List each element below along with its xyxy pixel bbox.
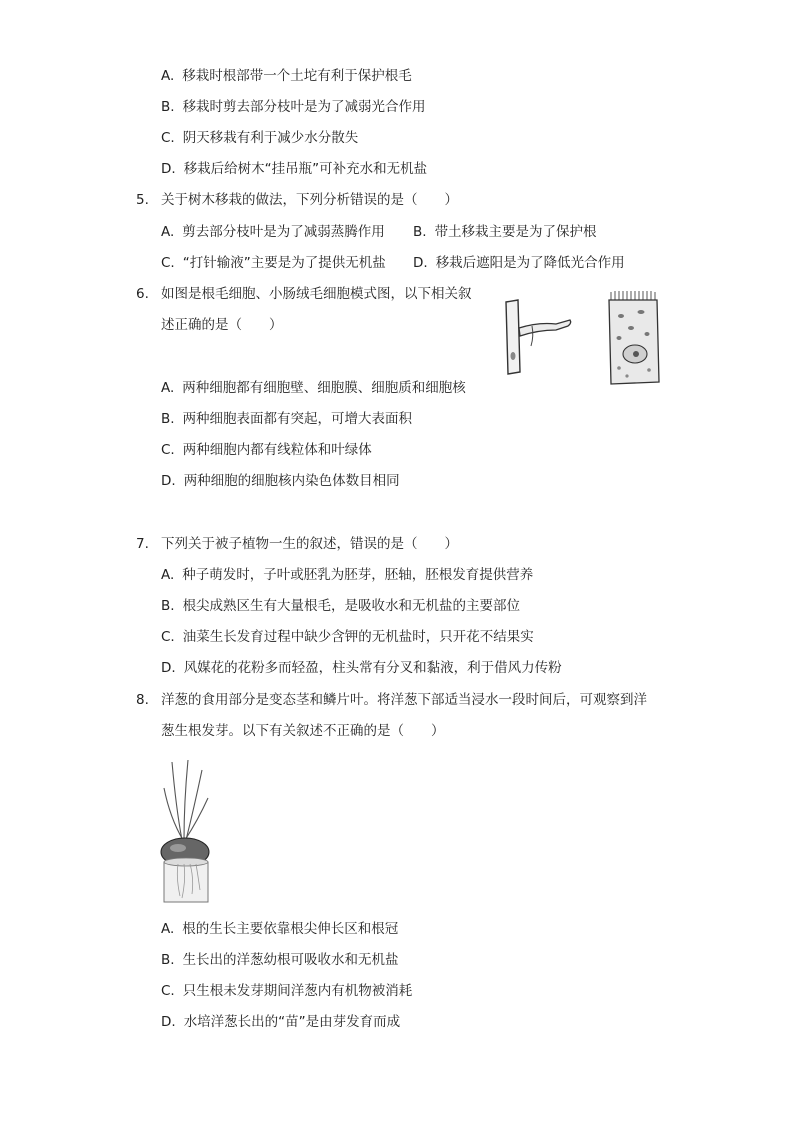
option-letter: D. xyxy=(161,660,176,676)
option-text: 移栽时根部带一个土坨有利于保护根毛 xyxy=(182,68,412,84)
option-text: 移栽时剪去部分枝叶是为了减弱光合作用 xyxy=(182,99,426,115)
q5-option-c xyxy=(161,254,386,272)
option-letter: A. xyxy=(161,921,175,937)
q7-option-c xyxy=(161,628,534,646)
option-text: 种子萌发时，子叶或胚乳为胚芽，胚轴，胚根发育提供营养 xyxy=(182,567,534,583)
q7-option-b xyxy=(161,597,520,615)
q5-option-b xyxy=(413,223,597,241)
q8-option-b xyxy=(161,951,399,969)
q6-option-c xyxy=(161,441,372,459)
question-number: 6. xyxy=(136,286,149,302)
option-letter: B. xyxy=(161,99,175,115)
option-letter: D. xyxy=(161,161,176,177)
option-letter: A. xyxy=(161,567,175,583)
q8-stem-line1: 洋葱的食用部分是变态茎和鳞片叶。将洋葱下部适当浸水一段时间后，可观察到洋 xyxy=(161,692,647,708)
q4-option-c xyxy=(161,129,358,147)
q6-stem-line2: 述正确的是（ ） xyxy=(161,317,283,333)
option-letter: B. xyxy=(161,411,175,427)
q8-option-c xyxy=(161,982,412,1000)
option-text: 移栽后给树木“挂吊瓶”可补充水和无机盐 xyxy=(183,161,428,177)
option-letter: D. xyxy=(161,473,176,489)
q5-option-a xyxy=(161,223,385,241)
q7-stem: 下列关于被子植物一生的叙述，错误的是（ ） xyxy=(161,536,458,552)
option-text: 两种细胞都有细胞壁、细胞膜、细胞质和细胞核 xyxy=(182,380,466,396)
q8-stem-line2: 葱生根发芽。以下有关叙述不正确的是（ ） xyxy=(161,723,445,739)
q6-option-b xyxy=(161,410,412,428)
option-letter: A. xyxy=(161,380,175,396)
question-number: 5. xyxy=(136,192,149,208)
option-letter: D. xyxy=(413,255,428,271)
option-letter: C. xyxy=(161,629,175,645)
q4-option-a xyxy=(161,67,412,85)
option-text: 油菜生长发育过程中缺少含钾的无机盐时，只开花不结果实 xyxy=(182,629,534,645)
option-text: 两种细胞内都有线粒体和叶绿体 xyxy=(182,442,372,458)
q5-option-d xyxy=(413,254,625,272)
option-text: 生长出的洋葱幼根可吸收水和无机盐 xyxy=(182,952,399,968)
q4-option-b xyxy=(161,98,426,116)
option-text: 剪去部分枝叶是为了减弱蒸腾作用 xyxy=(182,224,385,240)
q7-option-a xyxy=(161,566,533,584)
option-text: 两种细胞表面都有突起，可增大表面积 xyxy=(182,411,413,427)
option-letter: B. xyxy=(161,598,175,614)
option-text: 水培洋葱长出的“苗”是由芽发育而成 xyxy=(183,1014,401,1030)
q5-stem: 关于树木移栽的做法，下列分析错误的是（ ） xyxy=(161,192,458,208)
q6-option-a xyxy=(161,379,466,397)
root-hair-cell-figure xyxy=(498,296,576,376)
q6-stem-line1: 如图是根毛细胞、小肠绒毛细胞模式图，以下相关叙 xyxy=(161,286,472,302)
option-text: 移栽后遮阳是为了降低光合作用 xyxy=(435,255,625,271)
option-letter: A. xyxy=(161,224,175,240)
option-text: 两种细胞的细胞核内染色体数目相同 xyxy=(183,473,400,489)
intestinal-villus-cell-figure xyxy=(605,288,661,388)
option-text: 带土移栽主要是为了保护根 xyxy=(434,224,597,240)
option-letter: A. xyxy=(161,68,175,84)
option-text: 风媒花的花粉多而轻盈，柱头常有分叉和黏液，利于借风力传粉 xyxy=(183,660,562,676)
q8-option-d xyxy=(161,1013,400,1031)
option-letter: C. xyxy=(161,983,175,999)
q4-option-d xyxy=(161,160,427,178)
option-letter: C. xyxy=(161,442,175,458)
q6-option-d xyxy=(161,472,400,490)
q7-option-d xyxy=(161,659,562,677)
option-text: 根尖成熟区生有大量根毛，是吸收水和无机盐的主要部位 xyxy=(182,598,521,614)
onion-hydroponic-figure xyxy=(158,758,216,904)
question-number: 7. xyxy=(136,536,149,552)
option-letter: B. xyxy=(413,224,427,240)
option-text: 只生根未发芽期间洋葱内有机物被消耗 xyxy=(182,983,413,999)
q8-option-a xyxy=(161,920,398,938)
option-letter: B. xyxy=(161,952,175,968)
option-letter: C. xyxy=(161,130,175,146)
option-letter: D. xyxy=(161,1014,176,1030)
option-text: “打针输液”主要是为了提供无机盐 xyxy=(182,255,386,271)
option-text: 根的生长主要依靠根尖伸长区和根冠 xyxy=(182,921,399,937)
question-number: 8. xyxy=(136,692,149,708)
option-text: 阴天移栽有利于减少水分散失 xyxy=(182,130,359,146)
option-letter: C. xyxy=(161,255,175,271)
